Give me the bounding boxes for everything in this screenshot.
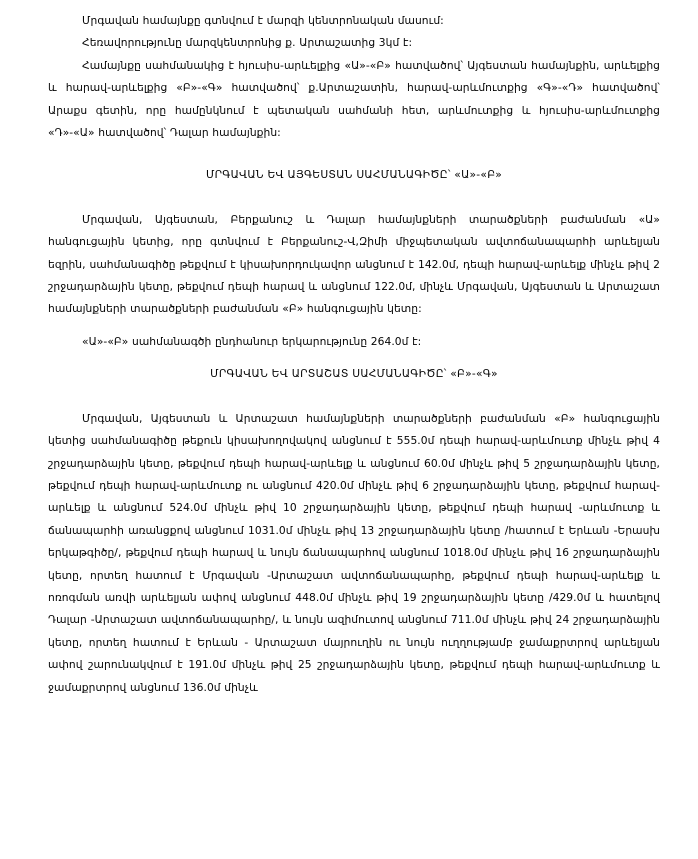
spacer — [48, 321, 660, 331]
section-heading-b-g: ՄՐԳԱՎԱՆ ԵՎ ԱՐՏԱՇԱՏ ՍԱՀՄԱՆԱԳԻԾԸ՝ «Բ»-«Գ» — [210, 367, 498, 381]
document-body — [48, 10, 660, 699]
spacer — [48, 353, 660, 363]
section-heading-a-b: ՄՐԳԱՎԱՆ ԵՎ ԱՅԳԵՍՏԱՆ ՍԱՀՄԱՆԱԳԻԾԸ՝ «Ա»-«Բ» — [205, 168, 503, 182]
intro-line-1: Մրգավան համայնքը գտնվում է մարզի կենտրոնական մասում: — [82, 14, 444, 27]
spacer — [48, 144, 660, 164]
section2-paragraph: Մրգավան, Այգեստան և Արտաշատ համայնքների տարածքների բաժանման «Բ» հանգուցային կետից սահմանագիծը թեքուն կիսախողովակով անցնում է 555.0մ դեպի հարավ-արևմուտք մինչև թիվ 4 շրջադարձային կետը, թեքվում դեպի հարավ-արևելք և անցնում 60.0մ մինչև թիվ 5 շրջադարձային կետը, թեքվում դեպի հարավ-արևմուտք ու անցնում 420.0մ մինչև թիվ 6 շրջադարձային կետը, թեքվում հարավ-արևելք և անցնում 524.0մ մինչև թիվ 10 շրջադարձային կետը, թեքվում դեպի հարավ -արևմուտք և ճանապարհի առանցքով անցնում 1031.0մ մինչև թիվ 13 շրջադարձային կետը /հատում է Երևան -Երասխ երկաթգիծը/, թեքվում դեպի հարավ և նույն ճանապարհով անցնում 1018.0մ մինչև թիվ 16 շրջադարձային կետը, որտեղ հատում է Մրգավան -Արտաշատ ավտոճանապարհը, թեքվում դեպի հարավ-արևելք և ոռոգման առվի արևելյան ափով անցնում 448.0մ մինչև թիվ 19 շրջադարձային կետը /429.0մ և հատելով Դալար -Արտաշատ ավտոճանապարհը/, և նույն ազիմուտով անցնում 711.0մ մինչև թիվ 24 շրջադարձային կետը, որտեղ հատում է Երևան - Արտաշատ մայրուղին ու նույն ուղղությամբ ջամաքրտրով արևելյան ափով շարունակվում է 191.0մ մինչև թիվ 25 շրջադարձային կետը, թեքվում դեպի հարավ-արևմուտք և ջամաքրտրով անցնում 136.0մ մինչև — [48, 411, 660, 694]
section1-paragraph: Մրգավան, Այգեստան, Բերքանուշ և Դալար համայնքների տարածքների բաժանման «Ա» հանգուցային կետից, որը գտնվում է Բերքանուշ-Վ,Զիմի միջպետական ավտոճանապարհի արևելյան եզրին, սահմանագիծը թեքվում է կիսախորդուկավոր անցնում է 142.0մ, դեպի հարավ-արևելք մինչև թիվ 2 շրջադարձային կետը, թեքվում դեպի հարավ և անցնում 122.0մ, մինչև Մրգավան, Այգեստան և Արտաշատ համայնքների տարածքների բաժանման «Բ» հանգուցային կետը: — [48, 212, 660, 316]
section1-total-length: «Ա»-«Բ» սահմանագծի ընդհանուր երկարությունը 264.0մ է: — [82, 334, 422, 348]
spacer — [48, 386, 660, 408]
intro-line-2: Հեռավորությունը մարզկենտրոնից ք. Արտաշատից 3կմ է: — [82, 36, 413, 50]
spacer — [48, 187, 660, 209]
intro-paragraph: Համայնքը սահմանակից է հյուսիս-արևելքից «Ա»-«Բ» հատվածով՝ Այգեստան համայնքին, արևելքից և հարավ-արևելքից «Բ»-«Գ» հատվածով՝ ք.Արտաշատին, հարավ-արևմուտքից «Գ»-«Դ» հատվածով՝ Արաքս գետին, որը համընկնում է պետական սահմանի հետ, արևմուտքից և հյուսիս-արևմուտքից «Դ»-«Ա» հատվածով՝ Դալար համայնքին: — [48, 58, 660, 140]
